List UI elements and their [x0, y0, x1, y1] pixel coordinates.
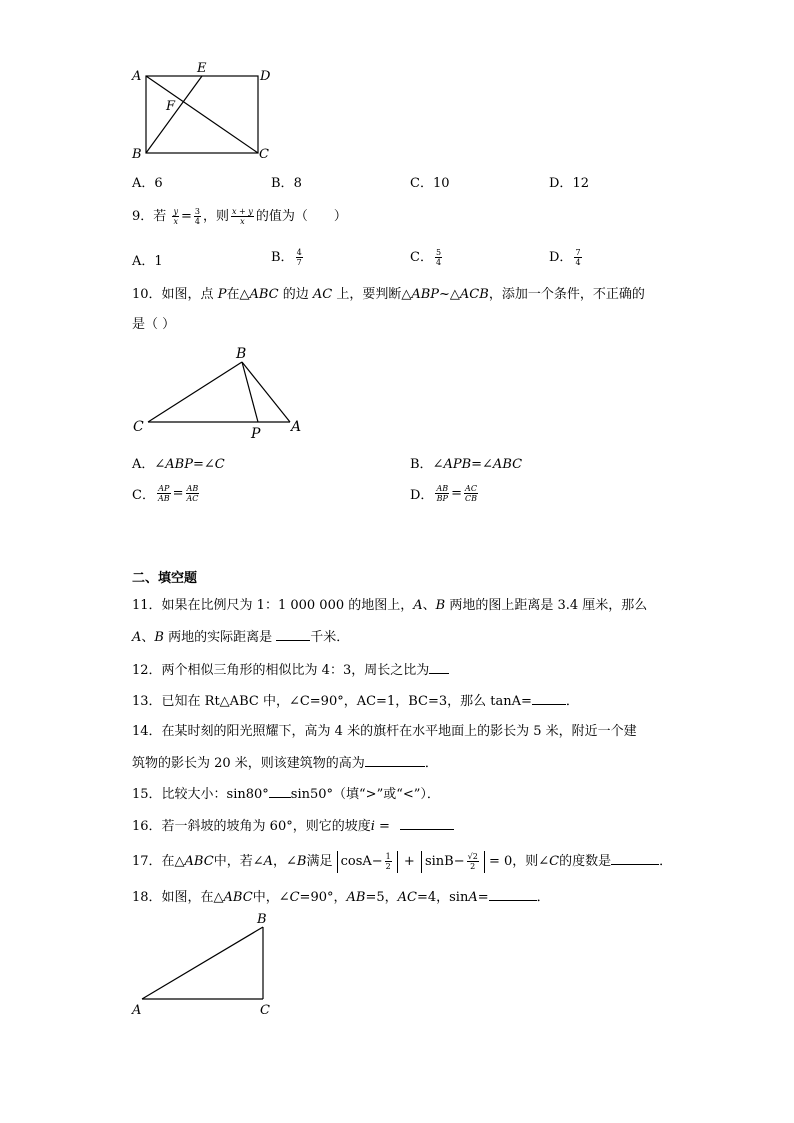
q10-option-c[interactable]: C． $\frac{AP}{AB}$ = $\frac{AB}{AC}$ [132, 484, 199, 503]
q9-frac-3-4: $\frac{3}{4}$ [194, 207, 200, 226]
q12-answer-blank[interactable] [429, 661, 449, 674]
q8-option-a[interactable]: A．6 [132, 176, 163, 191]
q15-answer-blank[interactable] [269, 785, 291, 798]
q13-answer-blank[interactable] [532, 692, 566, 705]
q11-line1: 11．如果在比例尺为 1：1 000 000 的地图上，A、B 两地的图上距离是 3.4 厘米，那么 [132, 598, 648, 613]
q18-label-A: A [132, 1003, 142, 1018]
q13-line: 13．已知在 Rt△ABC 中，∠C=90°，AC=1，BC=3，那么 tanA= ． [132, 694, 579, 709]
q17-abs-cos: cosA− $\frac{1}{2}$ [337, 851, 398, 873]
q8-option-b[interactable]: B．8 [271, 176, 302, 191]
q10-label-P: P [251, 426, 261, 442]
q10-label-C: C [133, 419, 144, 435]
q8-label-C: C [259, 147, 269, 162]
q8-option-d[interactable]: D．12 [549, 176, 589, 191]
q10-question-line2: 是（ ） [132, 317, 176, 332]
section-title-fill-blank: 二、填空题 [132, 571, 198, 586]
q18-line: 18．如图，在△ABC中，∠C=90°，AB=5，AC=4，sinA= ． [132, 890, 550, 905]
q17-line: 17．在△ABC中，若∠A，∠B满足 cosA− $\frac{1}{2}$ + sinB− $\frac{√2}{2}$ = 0，则∠C的度数是 ． [132, 851, 673, 871]
q8-label-F: F [166, 99, 176, 114]
q9-frac-y-x: $\frac{y}{x}$ [173, 207, 178, 226]
q10-option-d[interactable]: D． $\frac{AB}{BP}$ = $\frac{AC}{CB}$ [410, 484, 477, 503]
q10-label-A: A [291, 419, 302, 435]
q10-option-b[interactable]: B．∠APB=∠ABC [410, 457, 523, 472]
q14-line2: 筑物的影长为 20 米，则该建筑物的高为 ． [132, 756, 438, 771]
q15-line: 15．比较大小：sin80° sin50°（填“>”或“<”）． [132, 787, 440, 802]
q8-option-c[interactable]: C．10 [410, 176, 450, 191]
q8-rectangle-figure [128, 60, 278, 164]
q8-label-D: D [260, 69, 271, 84]
q16-line: 16．若一斜坡的坡角为 60°，则它的坡度i = [132, 817, 454, 836]
q18-right-triangle-figure [128, 910, 288, 1020]
q12-line: 12．两个相似三角形的相似比为 4：3，周长之比为 [132, 661, 449, 680]
q11-line2: A、B 两地的实际距离是 千米． [132, 630, 350, 645]
q14-line1: 14．在某时刻的阳光照耀下，高为 4 米的旗杆在水平地面上的影长为 5 米，附近一个建 [132, 724, 637, 739]
q16-answer-blank[interactable] [400, 817, 454, 830]
q9-option-c[interactable]: C． $\frac{5}{4}$ [410, 248, 442, 267]
q8-label-E: E [197, 61, 207, 76]
q10-label-B: B [236, 346, 247, 362]
q10-question-line1: 10．如图，点 P在△ABC 的边 AC 上，要判断△ABP~△ACB，添加一个条件，不正确的 [132, 287, 645, 302]
q17-answer-blank[interactable] [611, 852, 659, 865]
q9-option-d[interactable]: D． $\frac{7}{4}$ [549, 248, 581, 267]
q14-answer-blank[interactable] [365, 754, 425, 767]
q18-answer-blank[interactable] [489, 888, 537, 901]
q18-label-C: C [260, 1003, 270, 1018]
q18-label-B: B [257, 912, 267, 927]
q11-answer-blank[interactable] [276, 628, 310, 641]
q10-triangle-figure [128, 342, 308, 442]
q10-option-a[interactable]: A．∠ABP=∠C [132, 457, 225, 472]
q9-option-a[interactable]: A．1 [132, 254, 163, 269]
q9-option-b[interactable]: B． $\frac{4}{7}$ [271, 248, 302, 267]
q8-label-A: A [132, 69, 142, 84]
q9-question: 9．若 $\frac{y}{x}$ = $\frac{3}{4}$ ，则 $\frac{x + y}{x}$ 的值为（ ） [132, 207, 347, 226]
q8-label-B: B [132, 147, 142, 162]
q17-abs-sin: sinB− $\frac{√2}{2}$ [421, 851, 485, 873]
q9-frac-xy-x: $\frac{x + y}{x}$ [231, 207, 253, 226]
